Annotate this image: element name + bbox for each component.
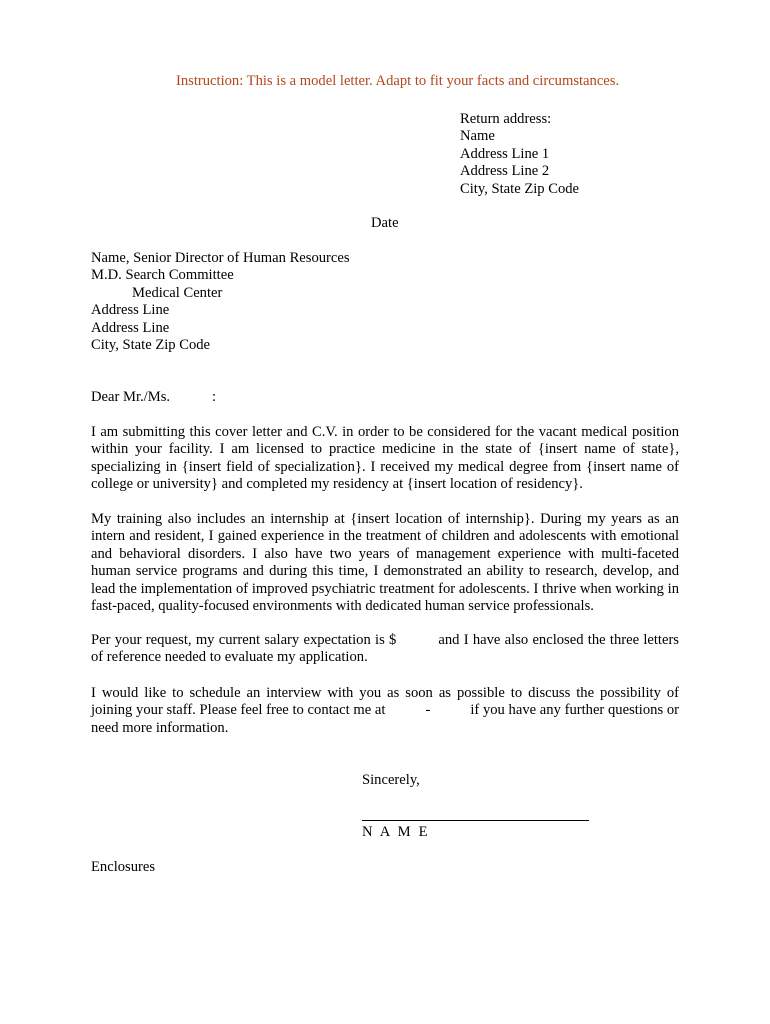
return-address-heading: Return address: (460, 111, 552, 127)
letter-date: Date (371, 215, 399, 231)
return-address-line2: Address Line 2 (460, 163, 550, 180)
return-address-line1: Address Line 1 (460, 145, 550, 162)
salary-text-start: Per your request, my current salary expectation is $ (91, 632, 397, 648)
paragraph-interview (91, 685, 679, 737)
paragraph-training: My training also includes an internship at {insert location of internship}. During my years as an intern and resident, I gained experience in the treatment of children and adolescents with emotional and behavioral disorders. I also have two years of management experience with multi-faceted human service programs and during this time, I demonstrated an ability to research, develop, and lead the implementation of improved psychiatric treatment for adolescents. I thrive when working in fast-paced, quality-focused environments with dedicated human service professionals. (91, 511, 679, 615)
interview-text-start: I would like to schedule an interview with you as soon as possible to discuss the possibility of joining your staff. Please feel free to contact me at (91, 685, 679, 719)
recipient-committee: M.D. Search Committee (91, 267, 234, 284)
interview-text-end: if you have any further questions or need more information. (91, 702, 679, 736)
paragraph-salary (91, 632, 679, 667)
return-address-city: City, State Zip Code (460, 180, 580, 197)
phone-dash: - (425, 702, 431, 719)
salary-text-end: and I have also enclosed the three letters of reference needed to evaluate my application. (91, 632, 679, 666)
recipient-city: City, State Zip Code (91, 337, 211, 354)
instruction-note: Instruction: This is a model letter. Adapt to fit your facts and circumstances. (176, 73, 620, 89)
recipient-name: Name, Senior Director of Human Resources (91, 250, 350, 266)
enclosures: Enclosures (91, 859, 156, 875)
signature-line (362, 820, 589, 821)
return-address (460, 111, 579, 198)
paragraph-intro: I am submitting this cover letter and C.V. in order to be considered for the vacant medical position within your facility. I am licensed to practice medicine in the state of {insert name of state}, specializing in {insert field of specialization}. I received my medical degree from {insert name of college or university} and completed my residency at {insert location of residency}. (91, 424, 679, 493)
salutation-suffix: : (212, 389, 217, 405)
recipient-address (91, 250, 350, 354)
salutation (91, 389, 216, 406)
return-address-name: Name (460, 128, 495, 145)
recipient-line2: Address Line (91, 319, 170, 336)
recipient-center: Medical Center (132, 284, 223, 301)
recipient-line1: Address Line (91, 302, 170, 319)
salutation-prefix: Dear Mr./Ms. (91, 389, 171, 405)
closing: Sincerely, (362, 772, 420, 788)
signature-name: N A M E (362, 824, 430, 840)
